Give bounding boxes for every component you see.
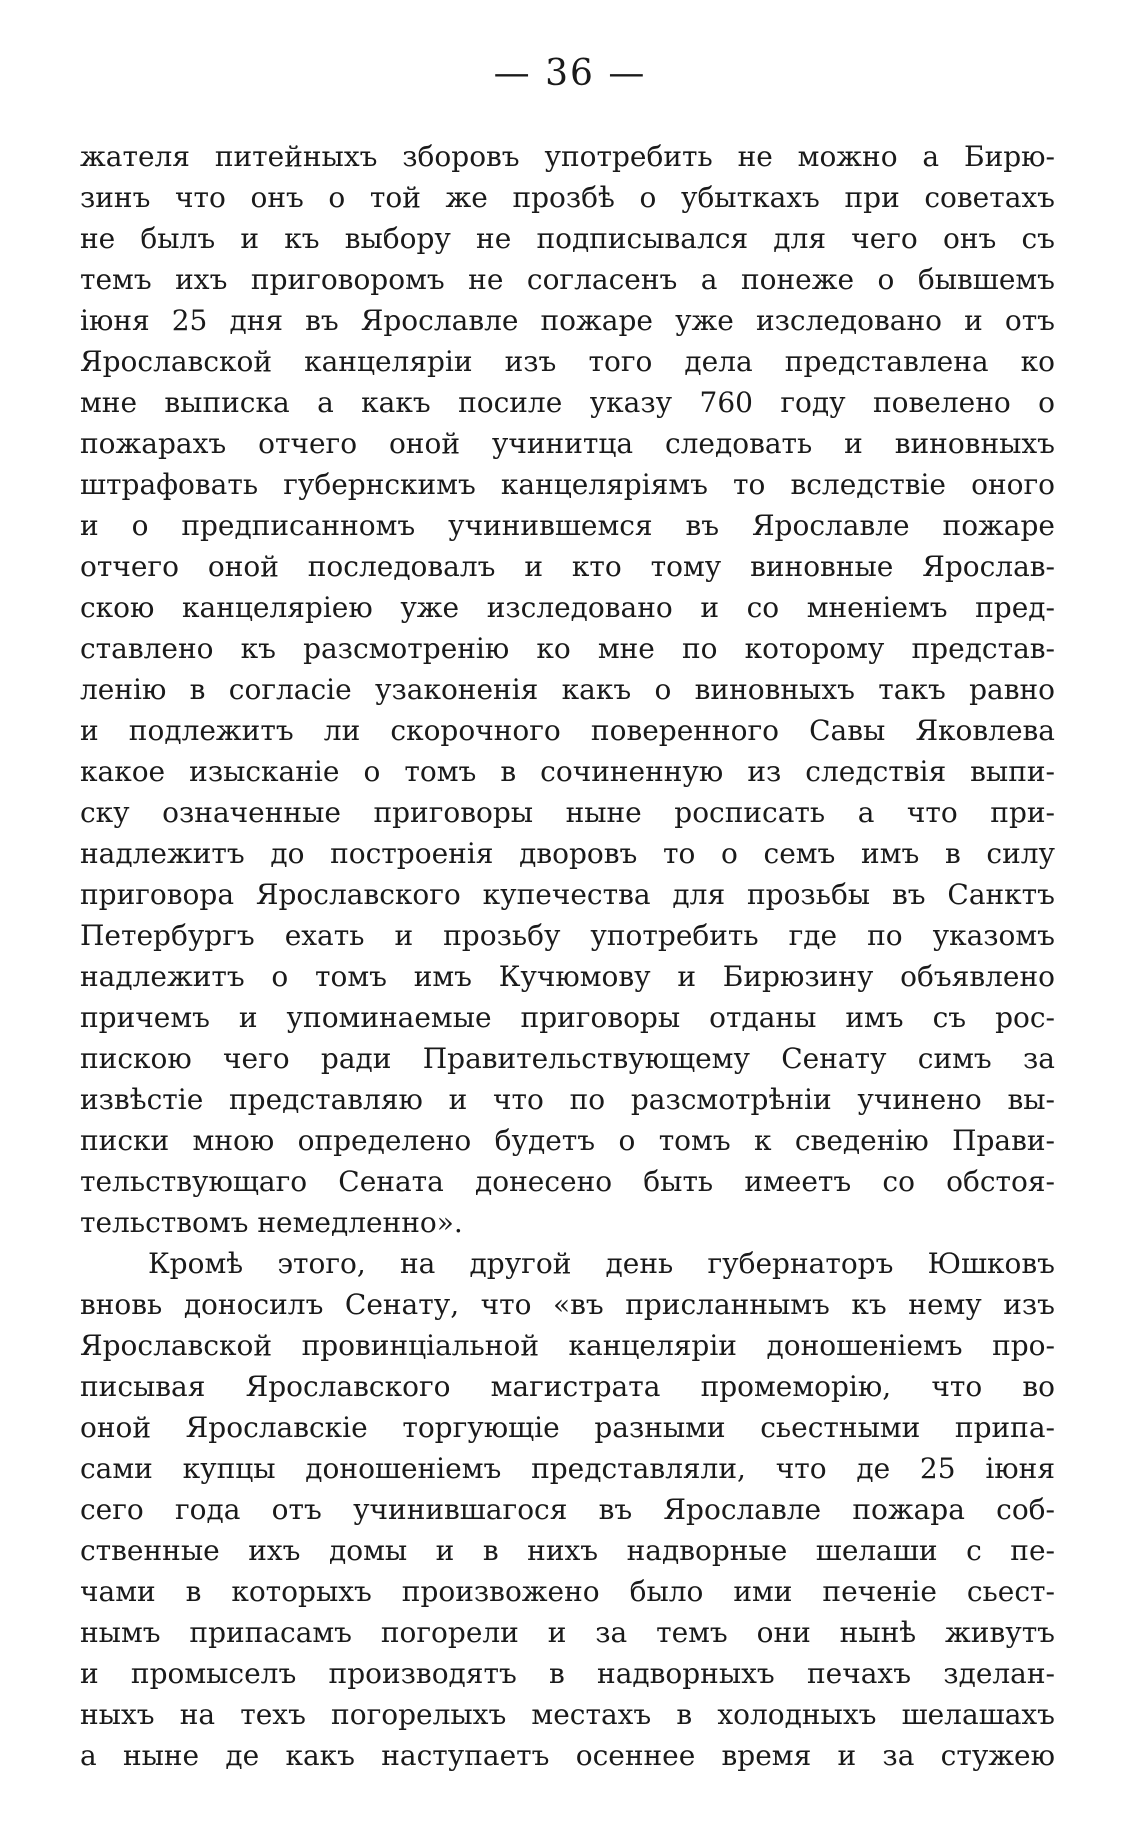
text-line: причемъ и упоминаемые приговоры отданы имъ съ рос- xyxy=(80,1001,1055,1034)
text-line: сами купцы доношеніемъ представляли, что де 25 іюня xyxy=(80,1452,1055,1485)
text-line: ленію в согласіе узаконенія какъ о виновныхъ такъ равно xyxy=(80,673,1055,706)
text-line: извѣстіе представляю и что по разсмотрѣніи учинено вы- xyxy=(80,1083,1055,1116)
text-line: Ярославской провинціальной канцеляріи доношеніемъ про- xyxy=(80,1329,1055,1362)
text-line: пискою чего ради Правительствующему Сенату симъ за xyxy=(80,1042,1055,1075)
text-line: Ярославской канцеляріи изъ того дела представлена ко xyxy=(80,345,1055,378)
text-line: скою канцеляріею уже изследовано и со мненіемъ пред- xyxy=(80,591,1055,624)
text-line: пожарахъ отчего оной учинитца следовать и виновныхъ xyxy=(80,427,1055,460)
text-line: чами в которыхъ произвожено было ими печеніе сьест- xyxy=(80,1575,1055,1608)
text-line: приговора Ярославского купечества для прозьбы въ Санктъ xyxy=(80,878,1055,911)
text-line: и о предписанномъ учинившемся въ Ярославле пожаре xyxy=(80,509,1055,542)
text-line: писывая Ярославского магистрата промеморію, что во xyxy=(80,1370,1055,1403)
text-line: какое изысканіе о томъ в сочиненную из следствія выпи- xyxy=(80,755,1055,788)
text-line: ску означенные приговоры ныне росписать а что при- xyxy=(80,796,1055,829)
text-line: сего года отъ учинившагося въ Ярославле пожара соб- xyxy=(80,1493,1055,1526)
text-line: не былъ и къ выбору не подписывался для чего онъ съ xyxy=(80,222,1055,255)
text-line: вновь доносилъ Сенату, что «въ присланнымъ къ нему изъ xyxy=(80,1288,1055,1321)
text-line: отчего оной последовалъ и кто тому виновные Ярослав- xyxy=(80,550,1055,583)
text-line: и подлежитъ ли скорочного поверенного Савы Яковлева xyxy=(80,714,1055,747)
text-line: штрафовать губернскимъ канцеляріямъ то вследствіе оного xyxy=(80,468,1055,501)
text-line: оной Ярославскіе торгующіе разными сьестными припа- xyxy=(80,1411,1055,1444)
text-line: нымъ припасамъ погорели и за темъ они нынѣ живутъ xyxy=(80,1616,1055,1649)
text-line: ственные ихъ домы и в нихъ надворные шелаши с пе- xyxy=(80,1534,1055,1567)
text-line: и промыселъ производятъ в надворныхъ печахъ зделан- xyxy=(80,1657,1055,1690)
text-line: ныхъ на техъ погорелыхъ местахъ в холодныхъ шелашахъ xyxy=(80,1698,1055,1731)
text-line: жателя питейныхъ зборовъ употребить не можно а Бирю- xyxy=(80,140,1055,173)
text-line: зинъ что онъ о той же прозбѣ о убыткахъ при советахъ xyxy=(80,181,1055,214)
text-line: надлежитъ о томъ имъ Кучюмову и Бирюзину объявлено xyxy=(80,960,1055,993)
text-line: надлежитъ до построенія дворовъ то о семъ имъ в силу xyxy=(80,837,1055,870)
text-line: іюня 25 дня въ Ярославле пожаре уже изследовано и отъ xyxy=(80,304,1055,337)
text-line: Петербургъ ехать и прозьбу употребить где по указомъ xyxy=(80,919,1055,952)
text-line: темъ ихъ приговоромъ не согласенъ а понеже о бывшемъ xyxy=(80,263,1055,296)
body-text xyxy=(80,136,1055,1776)
text-line: тельствующаго Сената донесено быть имеетъ со обстоя- xyxy=(80,1165,1055,1198)
text-line: писки мною определено будетъ о томъ к сведенію Прави- xyxy=(80,1124,1055,1157)
text-line: мне выписка а какъ посиле указу 760 году повелено о xyxy=(80,386,1055,419)
page-number: — 36 — xyxy=(493,53,647,94)
text-line: ставлено къ разсмотренію ко мне по которому представ- xyxy=(80,632,1055,665)
paragraph-start-line: Кромѣ этого, на другой день губернаторъ Юшковъ xyxy=(148,1247,1055,1280)
text-line: а ныне де какъ наступаетъ осеннее время и за стужею xyxy=(80,1739,1055,1772)
paragraph-end-line: тельствомъ немедленно». xyxy=(80,1206,463,1239)
